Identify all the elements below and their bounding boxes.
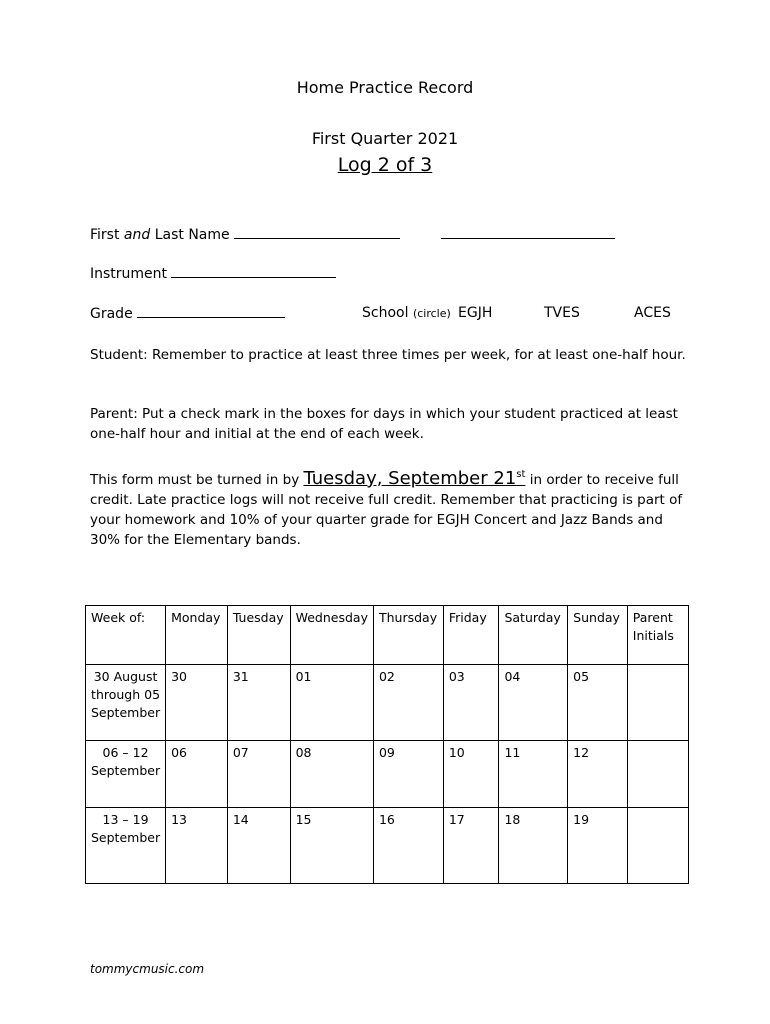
school-circle-hint: (circle) <box>412 307 451 320</box>
table-row <box>86 665 689 741</box>
instrument-label: Instrument <box>90 266 168 282</box>
week-label: 06 – 12 September <box>86 741 166 808</box>
deadline-note <box>90 465 690 550</box>
grade-field[interactable] <box>90 305 285 322</box>
deadline-date: Tuesday, September 21st <box>303 468 526 489</box>
day-cell[interactable]: 11 <box>499 741 568 808</box>
grade-blank[interactable] <box>137 305 285 318</box>
day-cell[interactable]: 31 <box>227 665 290 741</box>
table-header-row <box>86 606 689 665</box>
log-heading: Log 2 of 3 <box>337 154 433 176</box>
day-cell[interactable]: 08 <box>290 741 373 808</box>
name-label-first: First <box>90 227 120 243</box>
header-monday: Monday <box>166 606 228 665</box>
school-field <box>362 305 451 321</box>
day-cell[interactable]: 07 <box>227 741 290 808</box>
header-friday: Friday <box>443 606 499 665</box>
day-cell[interactable]: 04 <box>499 665 568 741</box>
student-note: Student: Remember to practice at least three times per week, for at least one-half hour. <box>90 347 686 363</box>
instrument-blank[interactable] <box>171 265 336 278</box>
day-cell[interactable]: 19 <box>568 808 628 884</box>
day-cell[interactable]: 09 <box>373 741 443 808</box>
school-label: School <box>362 305 409 321</box>
day-cell[interactable]: 12 <box>568 741 628 808</box>
header-sunday: Sunday <box>568 606 628 665</box>
day-cell[interactable]: 02 <box>373 665 443 741</box>
initials-cell[interactable] <box>627 808 688 884</box>
parent-note: Parent: Put a check mark in the boxes for days in which your student practiced at least one-half hour and initial at the end of each week. <box>90 406 678 442</box>
page-title: Home Practice Record <box>296 78 474 97</box>
week-label: 30 August through 05 September <box>86 665 166 741</box>
day-cell[interactable]: 06 <box>166 741 228 808</box>
day-cell[interactable]: 13 <box>166 808 228 884</box>
practice-log-table <box>85 605 689 884</box>
deadline-pre: This form must be turned in by <box>90 472 300 488</box>
table-row <box>86 741 689 808</box>
day-cell[interactable]: 14 <box>227 808 290 884</box>
name-field[interactable] <box>90 226 615 243</box>
name-label-and: and <box>123 227 151 243</box>
deadline-post: in order to receive full credit. Late practice logs will not receive full credit. Remember that practicing is part of your homework and 10% of your quarter grade for EGJH Concert and Jazz Bands and 30% for the Elementary bands. <box>90 472 683 548</box>
school-option-aces[interactable]: ACES <box>634 305 671 321</box>
day-cell[interactable]: 18 <box>499 808 568 884</box>
header-saturday: Saturday <box>499 606 568 665</box>
school-option-tves[interactable]: TVES <box>544 305 580 321</box>
school-option-egjh[interactable]: EGJH <box>458 305 493 321</box>
initials-cell[interactable] <box>627 741 688 808</box>
instrument-field[interactable] <box>90 265 336 282</box>
week-label: 13 – 19 September <box>86 808 166 884</box>
day-cell[interactable]: 03 <box>443 665 499 741</box>
header-thursday: Thursday <box>373 606 443 665</box>
last-name-blank[interactable] <box>441 226 615 239</box>
day-cell[interactable]: 16 <box>373 808 443 884</box>
grade-label: Grade <box>90 306 133 322</box>
name-label-rest: Last Name <box>154 227 230 243</box>
quarter-heading: First Quarter 2021 <box>311 129 459 148</box>
header-parent-initials: Parent Initials <box>627 606 688 665</box>
first-name-blank[interactable] <box>234 226 400 239</box>
header-week: Week of: <box>86 606 166 665</box>
footer-site: tommycmusic.com <box>90 962 205 976</box>
table-row <box>86 808 689 884</box>
header-tuesday: Tuesday <box>227 606 290 665</box>
day-cell[interactable]: 17 <box>443 808 499 884</box>
day-cell[interactable]: 15 <box>290 808 373 884</box>
day-cell[interactable]: 10 <box>443 741 499 808</box>
initials-cell[interactable] <box>627 665 688 741</box>
day-cell[interactable]: 30 <box>166 665 228 741</box>
day-cell[interactable]: 01 <box>290 665 373 741</box>
header-wednesday: Wednesday <box>290 606 373 665</box>
day-cell[interactable]: 05 <box>568 665 628 741</box>
